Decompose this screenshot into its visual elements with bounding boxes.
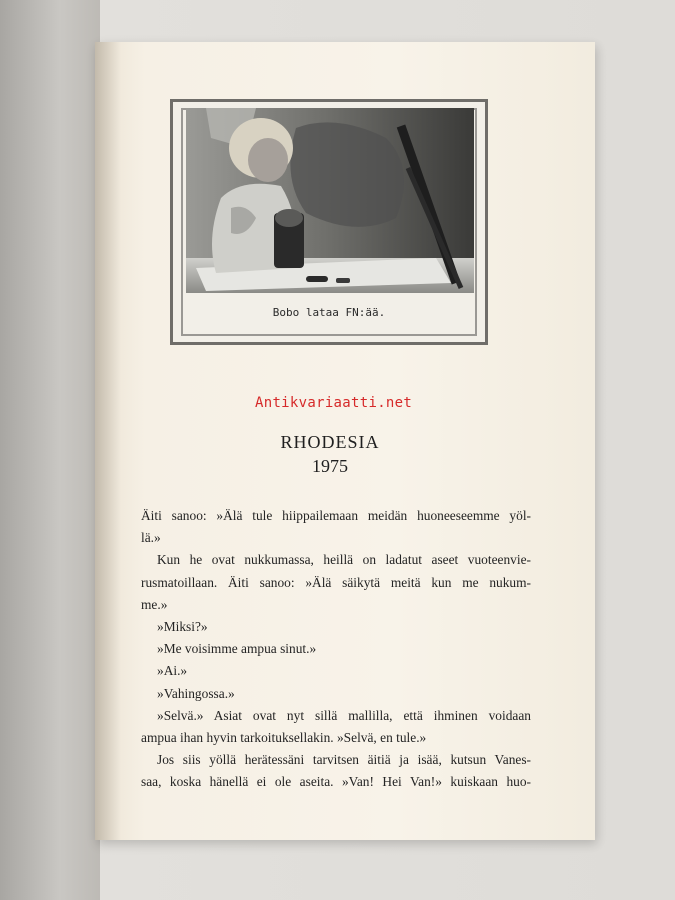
photo-frame xyxy=(170,99,488,345)
text-line: »Vahingossa.» xyxy=(157,685,235,701)
text-line: Jos siis yöllä herätessäni tarvitsen äitiä ja isää, kutsun Vanes- xyxy=(157,752,531,768)
chapter-year: 1975 xyxy=(312,456,348,476)
page-gutter-shadow xyxy=(95,42,121,840)
text-line: Kun he ovat nukkumassa, heillä on ladatut aseet vuoteenvie- xyxy=(157,552,531,568)
child-photo-illustration xyxy=(186,108,474,293)
photo-caption: Bobo lataa FN:ää. xyxy=(272,306,386,319)
text-line: rusmatoillaan. Äiti sanoo: »Älä säikytä meitä kun me nukum- xyxy=(141,574,531,590)
watermark-text: Antikvariaatti.net xyxy=(255,395,413,411)
text-line: »Miksi?» xyxy=(157,618,208,634)
text-line: »Selvä.» Asiat ovat nyt sillä mallilla, että ihminen voidaan xyxy=(157,707,531,723)
text-line: »Me voisimme ampua sinut.» xyxy=(157,641,317,657)
text-line: Äiti sanoo: »Älä tule hiippailemaan meidän huoneeseemme yöl- xyxy=(141,508,531,523)
text-line: ampua ihan hyvin tarkoituksellakin. »Selvä, en tule.» xyxy=(141,729,427,745)
chapter-title: RHODESIA xyxy=(280,432,380,452)
text-line: »Ai.» xyxy=(157,663,188,679)
text-line: saa, koska hänellä ei ole aseita. »Van! Hei Van!» kuiskaan huo- xyxy=(141,774,531,790)
text-line: me.» xyxy=(141,596,168,612)
child-photo xyxy=(186,108,474,293)
text-line: lä.» xyxy=(141,530,161,546)
facing-page-edge xyxy=(0,0,100,900)
chapter-body xyxy=(141,505,531,793)
